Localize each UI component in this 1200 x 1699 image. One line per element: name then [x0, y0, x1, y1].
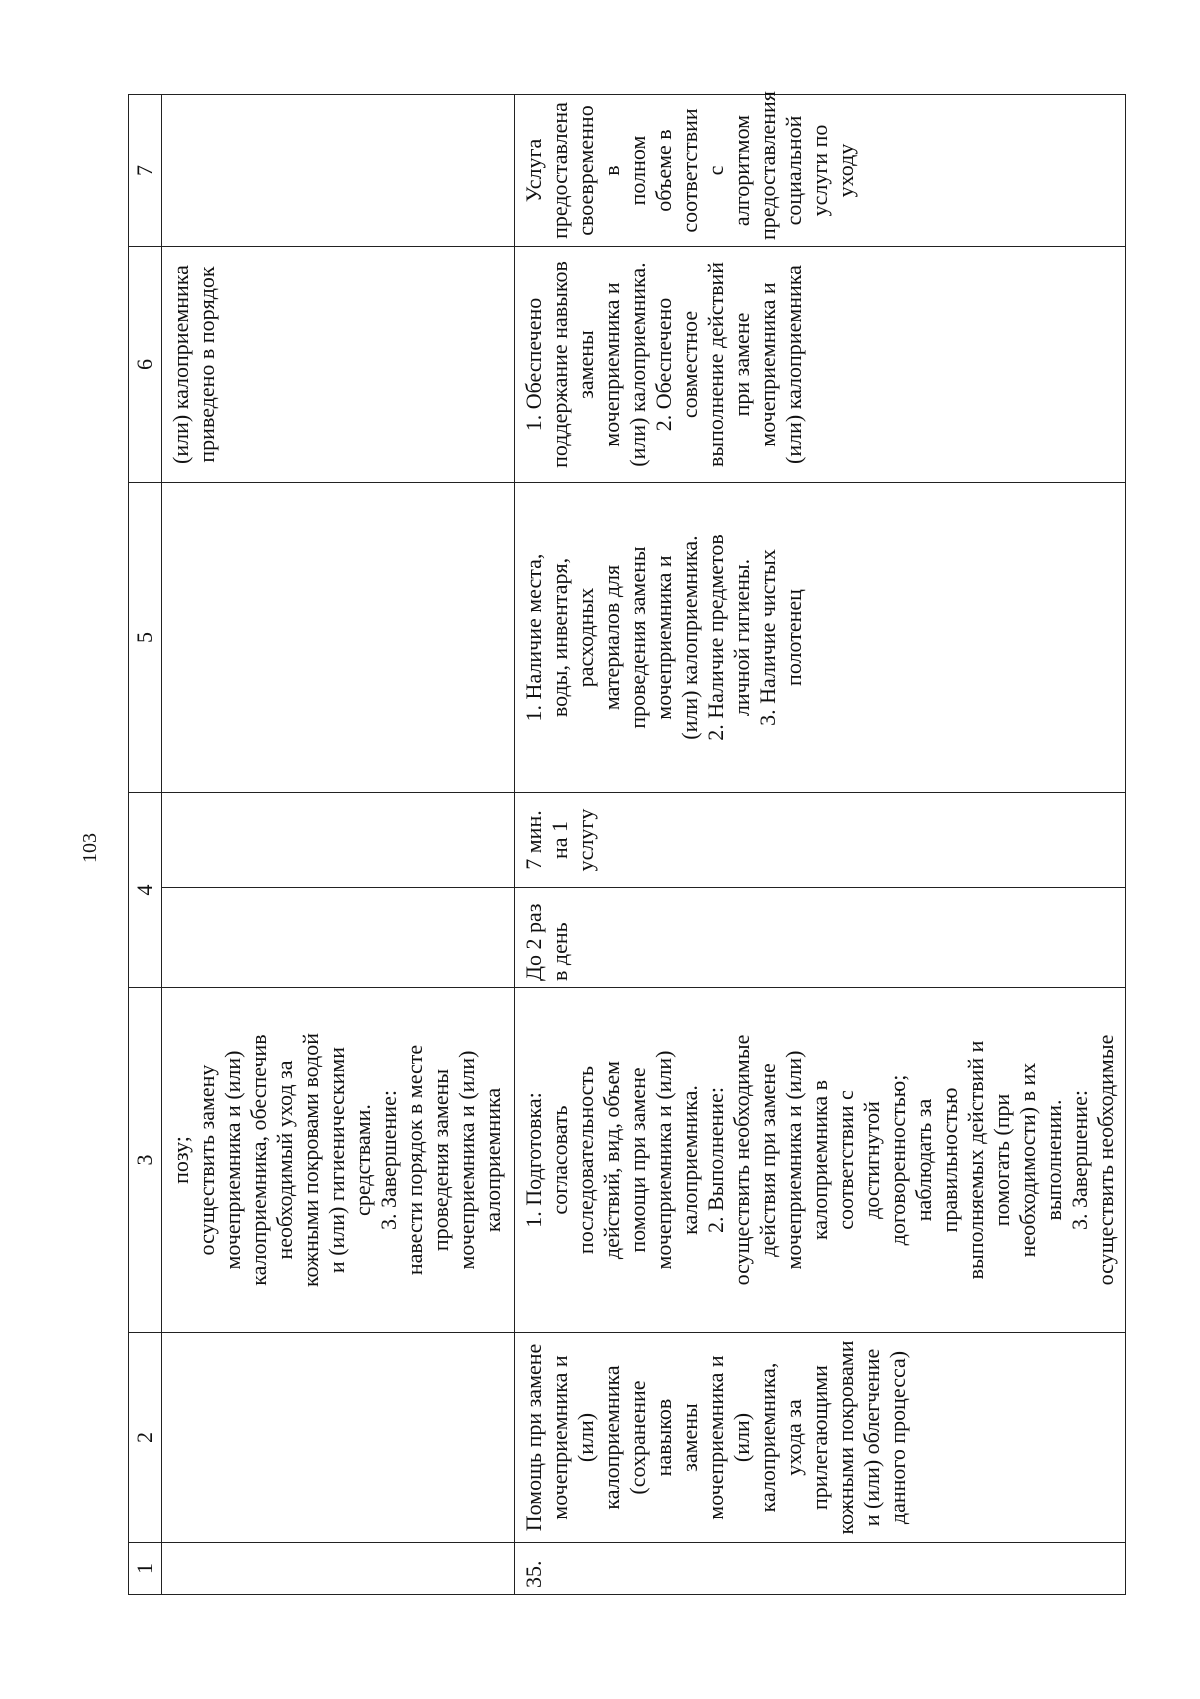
text-line: мочеприемника и: [651, 555, 676, 720]
text-line: последовательность: [573, 1065, 598, 1255]
text-line: Помощь при замене: [521, 1343, 546, 1532]
text-line: 7 мин.: [521, 810, 546, 870]
text-line: действия при замене: [755, 1063, 780, 1257]
text-line: необходимый уход за: [272, 1060, 297, 1260]
text-line: полном объеме в: [625, 129, 676, 212]
header-col-5: 5: [129, 483, 162, 793]
text-line: прилегающими: [807, 1365, 832, 1510]
text-line: правильностью: [937, 1087, 962, 1233]
text-line: (или) калоприемника: [168, 265, 193, 464]
text-line: (или) калоприемника.: [677, 535, 702, 740]
text-line: в день: [547, 922, 572, 981]
text-line: замены: [677, 1403, 702, 1472]
cell-frequency: [162, 888, 515, 988]
cell-evaluation: [515, 91, 1126, 247]
cell-time: [162, 793, 515, 888]
text-line: и (или) облегчение: [859, 1348, 884, 1527]
text-line: помогать (при: [989, 1093, 1014, 1227]
text-line: услуги по уходу: [807, 124, 858, 217]
text-line: 1. Подготовка:: [521, 1092, 546, 1228]
text-line: (или) калоприемника.: [625, 262, 650, 467]
text-line: проведения замены: [625, 546, 650, 729]
text-line: мочеприемника и (или): [220, 1050, 245, 1270]
header-col-6: 6: [129, 247, 162, 483]
header-row: [129, 95, 162, 1595]
cell-number: [162, 1543, 515, 1595]
text-line: соответствии с: [833, 1090, 858, 1230]
text-line: (или) калоприемника: [781, 265, 806, 464]
text-line: мочеприемника и: [547, 1355, 572, 1520]
text-line: услугу: [573, 808, 598, 872]
text-line: мочеприемника и (или): [454, 1050, 479, 1270]
text-line: при замене: [729, 312, 754, 417]
text-line: навести порядок в месте: [402, 1044, 427, 1276]
header-col-3: 3: [129, 988, 162, 1333]
cell-conditions: [515, 483, 1126, 793]
text-line: расходных: [573, 587, 598, 688]
text-line: алгоритмом: [729, 114, 754, 227]
table-row-continuation: [162, 95, 515, 1595]
text-line: (или) калоприемника,: [729, 1362, 780, 1513]
text-line: наблюдать за: [911, 1098, 936, 1222]
text-line: предоставлена: [547, 102, 572, 239]
text-line: социальной: [781, 115, 806, 226]
text-line: действий, вид, объем: [599, 1060, 624, 1260]
text-line: 3. Завершение:: [1067, 1090, 1092, 1230]
text-line: поддержание навыков: [547, 261, 572, 468]
text-line: калоприемника.: [677, 1085, 702, 1235]
text-line: (сохранение навыков: [625, 1380, 676, 1495]
text-line: личной гигиены.: [729, 558, 754, 717]
text-line: предоставления: [755, 91, 780, 240]
text-line: 1. Обеспечено: [521, 297, 546, 432]
text-line: достигнутой: [859, 1101, 884, 1219]
cell-result: [515, 247, 1126, 483]
text-line: Услуга: [521, 138, 546, 203]
text-line: 2. Наличие предметов: [703, 534, 728, 741]
text-line: ухода за: [781, 1399, 806, 1476]
text-line: 3. Наличие чистых: [755, 549, 780, 726]
text-line: совместное: [677, 310, 702, 419]
text-line: калоприемника в: [807, 1079, 832, 1241]
text-line: мочеприемника и (или): [781, 1050, 806, 1270]
text-line: своевременно в: [573, 105, 624, 236]
text-line: мочеприемника и (или): [651, 1050, 676, 1270]
text-line: 3. Завершение:: [376, 1090, 401, 1230]
text-line: и (или) гигиеническими: [324, 1046, 349, 1274]
text-line: материалов для: [599, 564, 624, 711]
cell-time: [515, 793, 1126, 888]
table-row-35: [515, 95, 1126, 1595]
cell-number: 35.: [515, 1543, 1126, 1595]
text-line: До 2 раз: [521, 903, 546, 981]
text-line: соответствии с: [677, 108, 728, 233]
cell-procedure: [515, 988, 1126, 1333]
text-line: калоприемника: [480, 1087, 505, 1233]
text-line: (или) калоприемника: [573, 1365, 624, 1510]
text-line: мочеприемника и: [703, 1355, 728, 1520]
text-line: выполнение действий: [703, 261, 728, 468]
text-line: помощи при замене: [625, 1067, 650, 1253]
text-line: кожными покровами: [833, 1340, 858, 1535]
services-table: [128, 91, 1126, 1595]
header-col-4: 4: [129, 793, 162, 988]
cell-service-name: [515, 1333, 1126, 1543]
text-line: кожными покровами водой: [298, 1032, 323, 1288]
cell-evaluation: [162, 95, 515, 247]
text-line: замены: [573, 330, 598, 399]
cell-conditions: [162, 483, 515, 793]
header-col-7: 7: [129, 95, 162, 247]
text-line: мочеприемника и: [599, 282, 624, 447]
text-line: выполняемых действий и: [963, 1040, 988, 1280]
text-line: калоприемника, обеспечив: [246, 1034, 271, 1286]
cell-result: [162, 247, 515, 483]
header-col-1: 1: [129, 1543, 162, 1595]
text-line: выполнении.: [1041, 1099, 1066, 1221]
text-line: 2. Обеспечено: [651, 297, 676, 432]
text-line: данного процесса): [885, 1350, 910, 1525]
cell-frequency: [515, 888, 1126, 988]
text-line: согласовать: [547, 1105, 572, 1215]
text-line: средствами.: [350, 1104, 375, 1216]
rotated-table-container: [128, 91, 1118, 1595]
text-line: осуществить замену: [194, 1064, 219, 1256]
page-number: 103: [78, 833, 101, 863]
text-line: 2. Выполнение:: [703, 1087, 728, 1233]
text-line: мочеприемника и: [755, 282, 780, 447]
text-line: осуществить необходимые: [1093, 1034, 1118, 1286]
text-line: проведения замены: [428, 1068, 453, 1252]
text-line: приведено в порядок: [194, 266, 219, 463]
header-col-2: 2: [129, 1333, 162, 1543]
text-line: 1. Наличие места,: [521, 553, 546, 722]
text-line: воды, инвентаря,: [547, 557, 572, 718]
cell-procedure: [162, 988, 515, 1333]
text-line: на 1: [547, 820, 572, 860]
text-line: полотенец: [781, 589, 806, 686]
text-line: позу;: [168, 1136, 193, 1184]
text-line: осуществить необходимые: [729, 1034, 754, 1286]
text-line: необходимости) в их: [1015, 1062, 1040, 1258]
cell-service-name: [162, 1333, 515, 1543]
text-line: договоренностью;: [885, 1074, 910, 1246]
